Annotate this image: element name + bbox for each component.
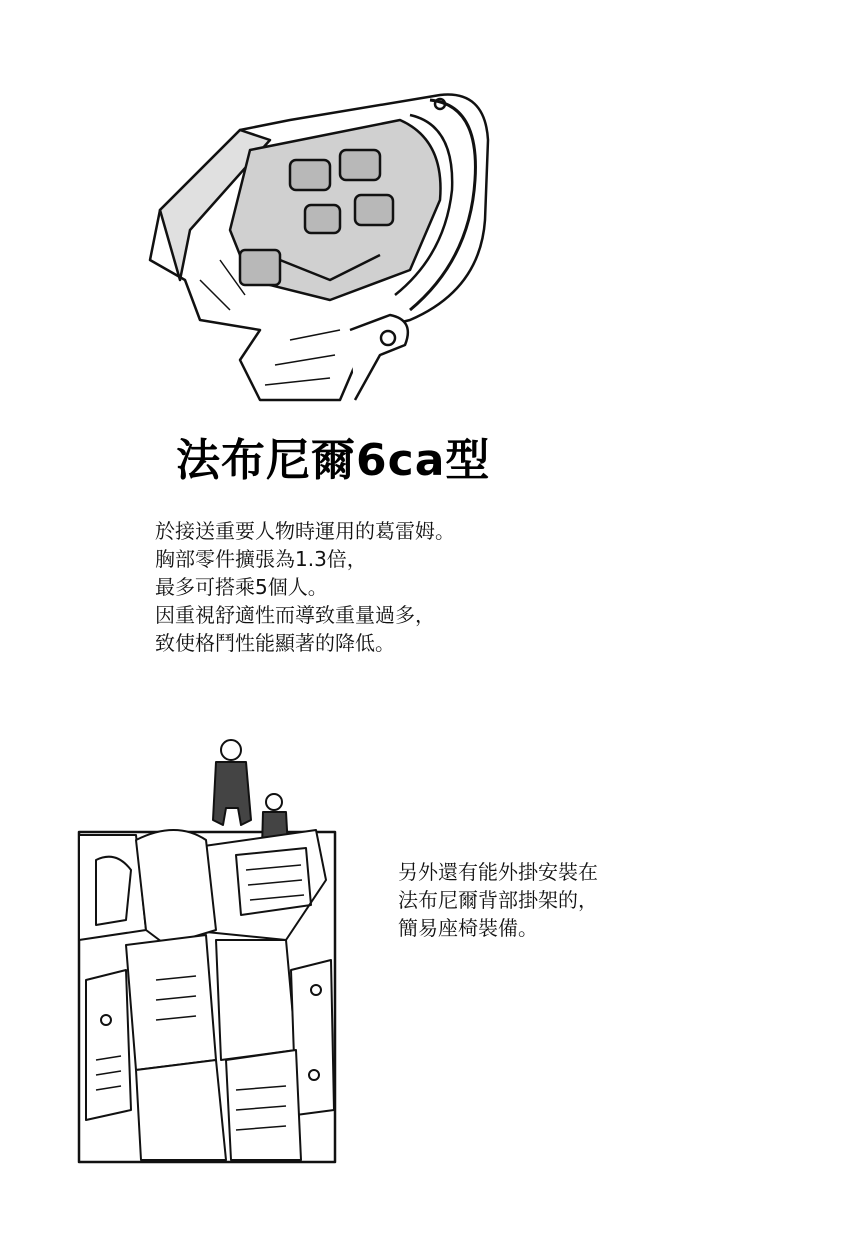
page-title: 法布尼爾6ca型 [176,435,491,486]
description-line: 致使格鬥性能顯著的降低。 [155,631,395,655]
cockpit-illustration [140,80,500,410]
note-line: 簡易座椅裝備。 [398,916,538,940]
robot-back-drawing [76,730,338,1166]
description-line: 最多可搭乘5個人。 [155,575,328,599]
note-line: 另外還有能外掛安裝在 [398,860,598,884]
description-text [155,517,455,657]
cockpit-drawing [140,80,500,410]
description-line: 因重視舒適性而導致重量過多， [155,603,435,627]
description-line: 胸部零件擴張為1.3倍， [155,547,367,571]
note-text [398,858,598,942]
robot-back-illustration [76,730,338,1166]
note-line: 法布尼爾背部掛架的， [398,888,598,912]
description-line: 於接送重要人物時運用的葛雷姆。 [155,519,455,543]
